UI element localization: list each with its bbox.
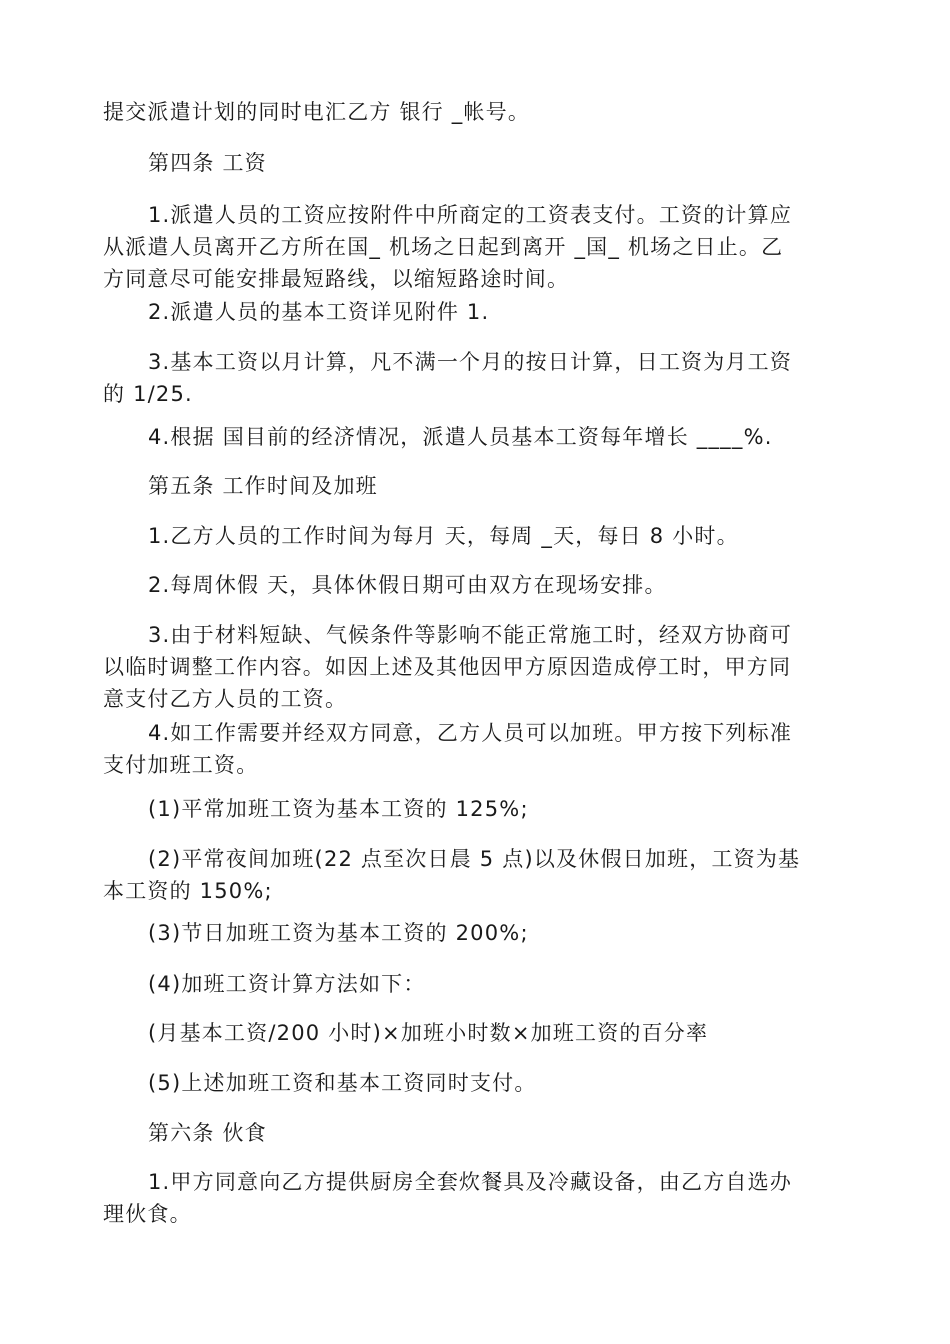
text-line: 4.根据 国目前的经济情况，派遣人员基本工资每年增长 ____%. <box>148 425 773 449</box>
text-line: 1.甲方同意向乙方提供厨房全套炊餐具及冷藏设备，由乙方自选办 <box>148 1170 793 1194</box>
text-line: (月基本工资/200 小时)×加班小时数×加班工资的百分率 <box>148 1021 709 1045</box>
text-line: 3.基本工资以月计算，凡不满一个月的按日计算，日工资为月工资 <box>148 350 793 374</box>
paragraph-wage-increase <box>103 421 853 453</box>
text-line: 方同意尽可能安排最短路线，以缩短路途时间。 <box>103 267 570 291</box>
paragraph-overtime-rate-1 <box>103 793 853 825</box>
paragraph-working-hours <box>103 520 853 552</box>
text-line: 本工资的 150%; <box>103 879 273 903</box>
text-line: 提交派遣计划的同时电汇乙方 银行 _帐号。 <box>103 100 531 124</box>
text-line: 从派遣人员离开乙方所在国_ 机场之日起到离开 _国_ 机场之日止。乙 <box>103 235 784 259</box>
text-line: (3)节日加班工资为基本工资的 200%; <box>148 921 529 945</box>
text-line: 3.由于材料短缺、气候条件等影响不能正常施工时，经双方协商可 <box>148 623 793 647</box>
text-line: 2.派遣人员的基本工资详见附件 1. <box>148 300 490 324</box>
text-line: 意支付乙方人员的工资。 <box>103 687 348 711</box>
text-line: 1.派遣人员的工资应按附件中所商定的工资表支付。工资的计算应 <box>148 203 793 227</box>
paragraph-monthly-wage <box>103 346 853 410</box>
paragraph-overtime-rate-3 <box>103 917 853 949</box>
paragraph-meals <box>103 1166 853 1230</box>
paragraph-work-adjustment <box>103 619 853 715</box>
paragraph-wage-payment <box>103 199 853 295</box>
paragraph-overtime <box>103 717 853 781</box>
text-line: (5)上述加班工资和基本工资同时支付。 <box>148 1071 537 1095</box>
article-four-heading <box>103 147 853 179</box>
paragraph-overtime-rate-4 <box>103 968 853 1000</box>
paragraph-overtime-formula <box>103 1017 853 1049</box>
paragraph-overtime-rate-2 <box>103 843 853 907</box>
text-line: 以临时调整工作内容。如因上述及其他因甲方原因造成停工时，甲方同 <box>103 655 792 679</box>
article-six-heading <box>103 1117 853 1149</box>
text-line: (2)平常夜间加班(22 点至次日晨 5 点)以及休假日加班，工资为基 <box>148 847 801 871</box>
text-line: (4)加班工资计算方法如下： <box>148 972 426 996</box>
text-line: 支付加班工资。 <box>103 753 259 777</box>
paragraph-overtime-rate-5 <box>103 1067 853 1099</box>
text-line: 的 1/25. <box>103 382 193 406</box>
section-heading: 第四条 工资 <box>148 151 267 175</box>
paragraph-basic-wage <box>103 296 853 328</box>
section-heading: 第五条 工作时间及加班 <box>148 474 378 498</box>
article-five-heading <box>103 470 853 502</box>
section-heading: 第六条 伙食 <box>148 1121 267 1145</box>
text-line: 1.乙方人员的工作时间为每月 天，每周 _天，每日 8 小时。 <box>148 524 739 548</box>
text-line: 4.如工作需要并经双方同意，乙方人员可以加班。甲方按下列标准 <box>148 721 793 745</box>
text-line: 理伙食。 <box>103 1202 192 1226</box>
paragraph-weekly-rest <box>103 569 853 601</box>
paragraph-bank-account <box>103 96 853 128</box>
text-line: (1)平常加班工资为基本工资的 125%; <box>148 797 529 821</box>
text-line: 2.每周休假 天，具体休假日期可由双方在现场安排。 <box>148 573 667 597</box>
